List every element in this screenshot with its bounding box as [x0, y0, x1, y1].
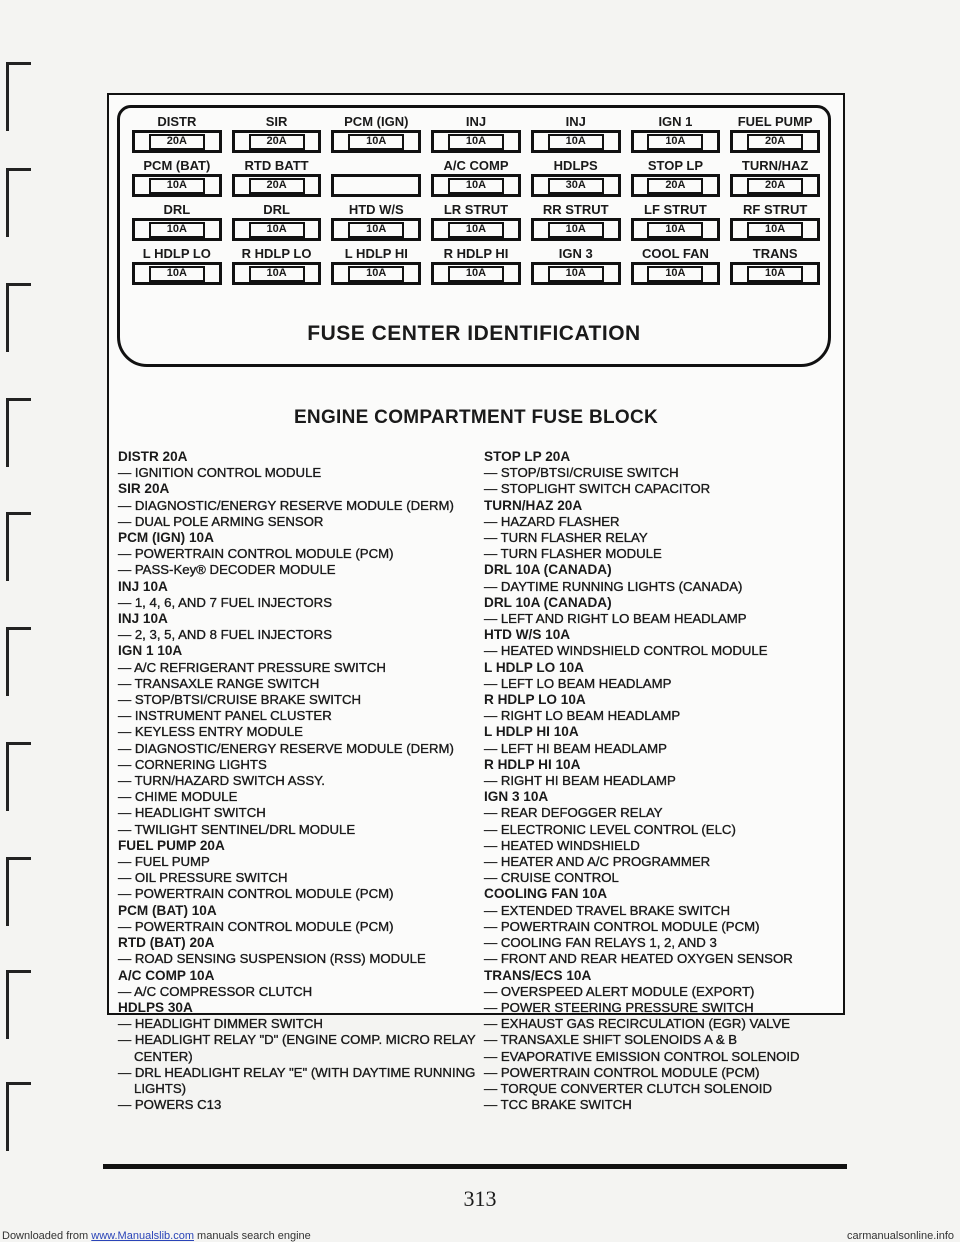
fuse-amperage: 30A [548, 178, 604, 194]
circuit-item: — INSTRUMENT PANEL CLUSTER [118, 708, 332, 724]
fuse-amperage: 10A [149, 178, 205, 194]
fuse-amperage: 10A [348, 222, 404, 238]
binder-tab [6, 742, 31, 811]
circuit-item: — TORQUE CONVERTER CLUTCH SOLENOID [484, 1080, 772, 1096]
fuse-amperage: 10A [747, 222, 803, 238]
fuse-slot [329, 202, 423, 244]
circuit-item: — EVAPORATIVE EMISSION CONTROL SOLENOID [484, 1048, 800, 1064]
fuse-entry-heading: R HDLP HI 10A [484, 756, 581, 772]
fuse-label: HDLPS [553, 158, 598, 173]
fuse-entry [484, 627, 836, 659]
circuit-item: — POWERTRAIN CONTROL MODULE (PCM) [118, 918, 394, 934]
circuit-item: — 1, 4, 6, AND 7 FUEL INJECTORS [118, 594, 332, 610]
fuse-label: DRL [263, 202, 290, 217]
circuit-item: — STOPLIGHT SWITCH CAPACITOR [484, 481, 711, 497]
fuse-slot [429, 158, 523, 200]
fuse-slot [629, 114, 723, 156]
circuit-item: — HEADLIGHT RELAY "D" (ENGINE COMP. MICRO RELAY CENTER) [118, 1032, 476, 1064]
fuse-entry-heading: A/C COMP 10A [118, 967, 215, 983]
fuse-entry [118, 449, 478, 481]
circuit-item: — LEFT HI BEAM HEADLAMP [484, 740, 667, 756]
fuse-amperage: 10A [647, 222, 703, 238]
fuse-label: STOP LP [647, 158, 703, 173]
fuse-label: HTD W/S [348, 202, 404, 217]
circuit-item: — KEYLESS ENTRY MODULE [118, 724, 303, 740]
fuse-label: COOL FAN [641, 246, 709, 261]
fuse-entry-heading: PCM (IGN) 10A [118, 530, 214, 546]
fuse-label: PCM (BAT) [143, 158, 211, 173]
fuse-entry-heading: TURN/HAZ 20A [484, 497, 583, 513]
fuse-slot [529, 202, 623, 244]
fuse-amperage: 20A [747, 134, 803, 150]
circuit-item: — DIAGNOSTIC/ENERGY RESERVE MODULE (DERM) [118, 740, 454, 756]
circuit-item: — COOLING FAN RELAYS 1, 2, AND 3 [484, 935, 717, 951]
circuit-item: — A/C REFRIGERANT PRESSURE SWITCH [118, 659, 386, 675]
circuit-item: — HEATED WINDSHIELD [484, 837, 640, 853]
circuit-item: — REAR DEFOGGER RELAY [484, 805, 663, 821]
fuse-label: A/C COMP [443, 158, 509, 173]
circuit-item: — PASS-Key® DECODER MODULE [118, 562, 336, 578]
fuse-entry [484, 789, 836, 886]
fuse-icon [431, 174, 521, 197]
fuse-entry-heading: INJ 10A [118, 578, 168, 594]
fuse-entry-heading: L HDLP HI 10A [484, 724, 579, 740]
binder-tab [6, 627, 31, 696]
fuse-slot [529, 158, 623, 200]
fuse-label: R HDLP LO [241, 246, 312, 261]
fuse-entry [484, 562, 836, 594]
circuit-item: — POWERTRAIN CONTROL MODULE (PCM) [118, 546, 394, 562]
binder-tab [6, 857, 31, 926]
fuse-label: IGN 1 [658, 114, 693, 129]
fuse-amperage: 20A [747, 178, 803, 194]
fuse-entry [118, 935, 478, 967]
fuse-slot [230, 114, 324, 156]
fuse-icon [331, 130, 421, 153]
fuse-icon [631, 130, 721, 153]
fuse-entry [118, 579, 478, 611]
fuse-amperage: 10A [348, 134, 404, 150]
fuse-icon [331, 218, 421, 241]
fuse-icon [631, 262, 721, 285]
fuse-entry-heading: COOLING FAN 10A [484, 886, 608, 902]
footer-prefix: Downloaded from [2, 1230, 92, 1242]
fuse-entry [484, 724, 836, 756]
fuse-label: TRANS [752, 246, 798, 261]
circuit-item: — HEATED WINDSHIELD CONTROL MODULE [484, 643, 768, 659]
fuse-entry-heading: IGN 1 10A [118, 643, 183, 659]
fuse-slot [529, 246, 623, 288]
binder-tab [6, 1082, 31, 1151]
fuse-entry [484, 757, 836, 789]
binder-tab [6, 283, 31, 352]
fuse-center-title: FUSE CENTER IDENTIFICATION [307, 322, 641, 345]
fuse-amperage: 20A [249, 134, 305, 150]
fuse-label: RF STRUT [743, 202, 808, 217]
fuse-amperage: 20A [249, 178, 305, 194]
circuit-item: — TWILIGHT SENTINEL/DRL MODULE [118, 821, 356, 837]
fuse-slot [230, 202, 324, 244]
fuse-amperage: 10A [149, 266, 205, 282]
fuse-amperage: 10A [647, 266, 703, 282]
fuse-label: INJ [465, 114, 487, 129]
fuse-entry [484, 886, 836, 967]
fuse-label: IGN 3 [558, 246, 593, 261]
fuse-entry [484, 449, 836, 498]
circuit-item: — EXTENDED TRAVEL BRAKE SWITCH [484, 902, 730, 918]
fuse-slot [130, 246, 224, 288]
fuse-icon [132, 130, 222, 153]
circuit-item: — TRANSAXLE RANGE SWITCH [118, 675, 320, 691]
circuit-item: — CHIME MODULE [118, 789, 238, 805]
circuit-item: — FUEL PUMP [118, 854, 210, 870]
fuse-icon [730, 218, 820, 241]
fuse-slot [728, 158, 822, 200]
circuit-item: — TURN FLASHER MODULE [484, 546, 662, 562]
binder-tab [6, 970, 31, 1039]
fuse-entry-heading: DISTR 20A [118, 449, 188, 464]
circuit-item: — RIGHT HI BEAM HEADLAMP [484, 773, 676, 789]
fuse-slot [728, 246, 822, 288]
fuse-entry [118, 1000, 478, 1113]
fuse-icon [531, 218, 621, 241]
fuse-amperage: 10A [647, 134, 703, 150]
circuit-item: — EXHAUST GAS RECIRCULATION (EGR) VALVE [484, 1016, 791, 1032]
circuit-item: — POWERTRAIN CONTROL MODULE (PCM) [484, 918, 760, 934]
fuse-entry-heading: L HDLP LO 10A [484, 659, 584, 675]
fuse-icon [132, 218, 222, 241]
circuit-item: — POWER STEERING PRESSURE SWITCH [484, 999, 754, 1015]
fuse-entry-heading: STOP LP 20A [484, 449, 571, 464]
circuit-item: — POWERTRAIN CONTROL MODULE (PCM) [118, 886, 394, 902]
fuse-slot [728, 202, 822, 244]
fuse-entry [118, 611, 478, 643]
fuse-label: FUEL PUMP [737, 114, 813, 129]
fuse-entry-heading: DRL 10A (CANADA) [484, 562, 612, 578]
fuse-icon [631, 174, 721, 197]
fuse-amperage: 10A [548, 222, 604, 238]
fuse-entry-heading: RTD (BAT) 20A [118, 935, 215, 951]
circuit-item: — RIGHT LO BEAM HEADLAMP [484, 708, 681, 724]
binder-margin [0, 0, 40, 1242]
circuit-item: — DAYTIME RUNNING LIGHTS (CANADA) [484, 578, 743, 594]
fuse-icon [531, 262, 621, 285]
fuse-entry-heading: HDLPS 30A [118, 999, 193, 1015]
circuit-item: — LEFT LO BEAM HEADLAMP [484, 675, 672, 691]
fuse-icon [232, 218, 322, 241]
fuse-label: DISTR [157, 114, 197, 129]
fuse-slot [629, 202, 723, 244]
circuit-item: — HEADLIGHT SWITCH [118, 805, 266, 821]
fuse-entry-heading: INJ 10A [118, 611, 168, 627]
fuse-icon [730, 262, 820, 285]
fuse-block-title: ENGINE COMPARTMENT FUSE BLOCK [293, 407, 659, 428]
fuse-entry [484, 660, 836, 692]
fuse-slot [429, 246, 523, 288]
fuse-entry [484, 692, 836, 724]
fuse-amperage: 20A [149, 134, 205, 150]
fuse-label: PCM (IGN) [344, 114, 409, 129]
fuse-slot [329, 114, 423, 156]
fuse-icon [132, 262, 222, 285]
fuse-label: R HDLP HI [443, 246, 509, 261]
circuit-item: — DUAL POLE ARMING SENSOR [118, 513, 324, 529]
binder-tab [6, 168, 31, 237]
circuit-item: — HEATER AND A/C PROGRAMMER [484, 854, 711, 870]
manualslib-link[interactable]: www.Manualslib.com [91, 1230, 194, 1242]
fuse-icon [531, 130, 621, 153]
circuit-item: — IGNITION CONTROL MODULE [118, 465, 322, 481]
fuse-amperage: 10A [348, 266, 404, 282]
fuse-entry [484, 498, 836, 563]
fuse-label: SIR [265, 114, 288, 129]
fuse-icon [232, 174, 322, 197]
fuse-icon [730, 130, 820, 153]
fuse-label [329, 158, 423, 174]
circuit-item: — HAZARD FLASHER [484, 513, 620, 529]
fuse-slot [230, 246, 324, 288]
fuse-center-diagram [117, 105, 831, 367]
fuse-slot [130, 158, 224, 200]
fuse-entry-heading: HTD W/S 10A [484, 627, 571, 643]
circuit-item: — OIL PRESSURE SWITCH [118, 870, 288, 886]
fuse-icon [431, 262, 521, 285]
fuse-entry [118, 530, 478, 579]
fuse-label: LF STRUT [644, 202, 707, 217]
fuse-entry [118, 968, 478, 1000]
fuse-label: RR STRUT [542, 202, 609, 217]
page-number: 313 [463, 1186, 497, 1211]
left-fuse-list [118, 449, 478, 1113]
fuse-label: INJ [565, 114, 586, 129]
binder-tab [6, 512, 31, 581]
fuse-icon [730, 174, 820, 197]
circuit-item: — STOP/BTSI/CRUISE BRAKE SWITCH [118, 692, 362, 708]
fuse-entry [118, 481, 478, 530]
fuse-grid [130, 114, 822, 288]
circuit-item: — TURN/HAZARD SWITCH ASSY. [118, 773, 325, 789]
fuse-icon [132, 174, 222, 197]
fuse-label: RTD BATT [244, 158, 309, 173]
fuse-icon [232, 262, 322, 285]
fuse-amperage: 10A [249, 266, 305, 282]
fuse-amperage [350, 180, 402, 192]
fuse-icon [232, 130, 322, 153]
fuse-entry-heading: TRANS/ECS 10A [484, 967, 592, 983]
circuit-item: — HEADLIGHT DIMMER SWITCH [118, 1016, 323, 1032]
fuse-amperage: 10A [149, 222, 205, 238]
download-footer [2, 1230, 311, 1242]
circuit-item: — POWERTRAIN CONTROL MODULE (PCM) [484, 1064, 760, 1080]
fuse-amperage: 20A [647, 178, 703, 194]
fuse-slot [429, 114, 523, 156]
fuse-slot [529, 114, 623, 156]
circuit-item: — ELECTRONIC LEVEL CONTROL (ELC) [484, 821, 736, 837]
circuit-item: — FRONT AND REAR HEATED OXYGEN SENSOR [484, 951, 793, 967]
page-frame [107, 93, 845, 1113]
fuse-slot [130, 202, 224, 244]
fuse-label: DRL [163, 202, 191, 217]
fuse-entry-heading: PCM (BAT) 10A [118, 902, 217, 918]
fuse-entry-heading: IGN 3 10A [484, 789, 549, 805]
fuse-slot [329, 246, 423, 288]
fuse-amperage: 10A [548, 134, 604, 150]
fuse-icon [431, 130, 521, 153]
circuit-item: — STOP/BTSI/CRUISE SWITCH [484, 465, 679, 481]
circuit-item: — OVERSPEED ALERT MODULE (EXPORT) [484, 983, 755, 999]
binder-tab [6, 62, 31, 131]
fuse-entry [484, 968, 836, 1114]
fuse-slot [130, 114, 224, 156]
fuse-amperage: 10A [448, 134, 504, 150]
circuit-item: — CRUISE CONTROL [484, 870, 619, 886]
fuse-slot [230, 158, 324, 200]
circuit-item: — DRL HEADLIGHT RELAY "E" (WITH DAYTIME RUNNING LIGHTS) [118, 1064, 476, 1096]
right-fuse-list [484, 449, 836, 1113]
fuse-slot [629, 158, 723, 200]
footer-rule [103, 1164, 847, 1169]
footer-suffix: manuals search engine [193, 1230, 311, 1242]
fuse-entry [484, 595, 836, 627]
fuse-label: LR STRUT [443, 202, 509, 217]
fuse-slot [629, 246, 723, 288]
fuse-icon [531, 174, 621, 197]
circuit-item: — TRANSAXLE SHIFT SOLENOIDS A & B [484, 1032, 738, 1048]
fuse-entry [118, 838, 478, 903]
fuse-amperage: 10A [448, 266, 504, 282]
binder-tab [6, 398, 31, 467]
fuse-amperage: 10A [448, 222, 504, 238]
fuse-amperage: 10A [448, 178, 504, 194]
fuse-entry-heading: DRL 10A (CANADA) [484, 594, 612, 610]
fuse-slot [329, 158, 423, 200]
fuse-amperage: 10A [548, 266, 604, 282]
fuse-icon [631, 218, 721, 241]
fuse-icon [431, 218, 521, 241]
fuse-icon [331, 174, 421, 197]
fuse-entry-heading: FUEL PUMP 20A [118, 837, 225, 853]
watermark: carmanualsonline.info [846, 1230, 954, 1242]
fuse-amperage: 10A [747, 266, 803, 282]
fuse-entry [118, 903, 478, 935]
circuit-item: — TURN FLASHER RELAY [484, 530, 648, 546]
fuse-label: L HDLP LO [142, 246, 211, 261]
fuse-icon [331, 262, 421, 285]
fuse-label: TURN/HAZ [741, 158, 809, 173]
circuit-item: — 2, 3, 5, AND 8 FUEL INJECTORS [118, 627, 332, 643]
circuit-item: — POWERS C13 [118, 1097, 222, 1113]
circuit-item: — LEFT AND RIGHT LO BEAM HEADLAMP [484, 611, 747, 627]
circuit-item: — ROAD SENSING SUSPENSION (RSS) MODULE [118, 951, 426, 967]
fuse-slot [429, 202, 523, 244]
circuit-item: — CORNERING LIGHTS [118, 756, 267, 772]
fuse-entry-heading: R HDLP LO 10A [484, 692, 586, 708]
fuse-amperage: 10A [249, 222, 305, 238]
circuit-item: — A/C COMPRESSOR CLUTCH [118, 983, 313, 999]
fuse-label: L HDLP HI [344, 246, 408, 261]
circuit-item: — TCC BRAKE SWITCH [484, 1097, 632, 1113]
fuse-entry [118, 643, 478, 837]
fuse-entry-heading: SIR 20A [118, 481, 170, 497]
circuit-item: — DIAGNOSTIC/ENERGY RESERVE MODULE (DERM) [118, 497, 454, 513]
fuse-slot [728, 114, 822, 156]
